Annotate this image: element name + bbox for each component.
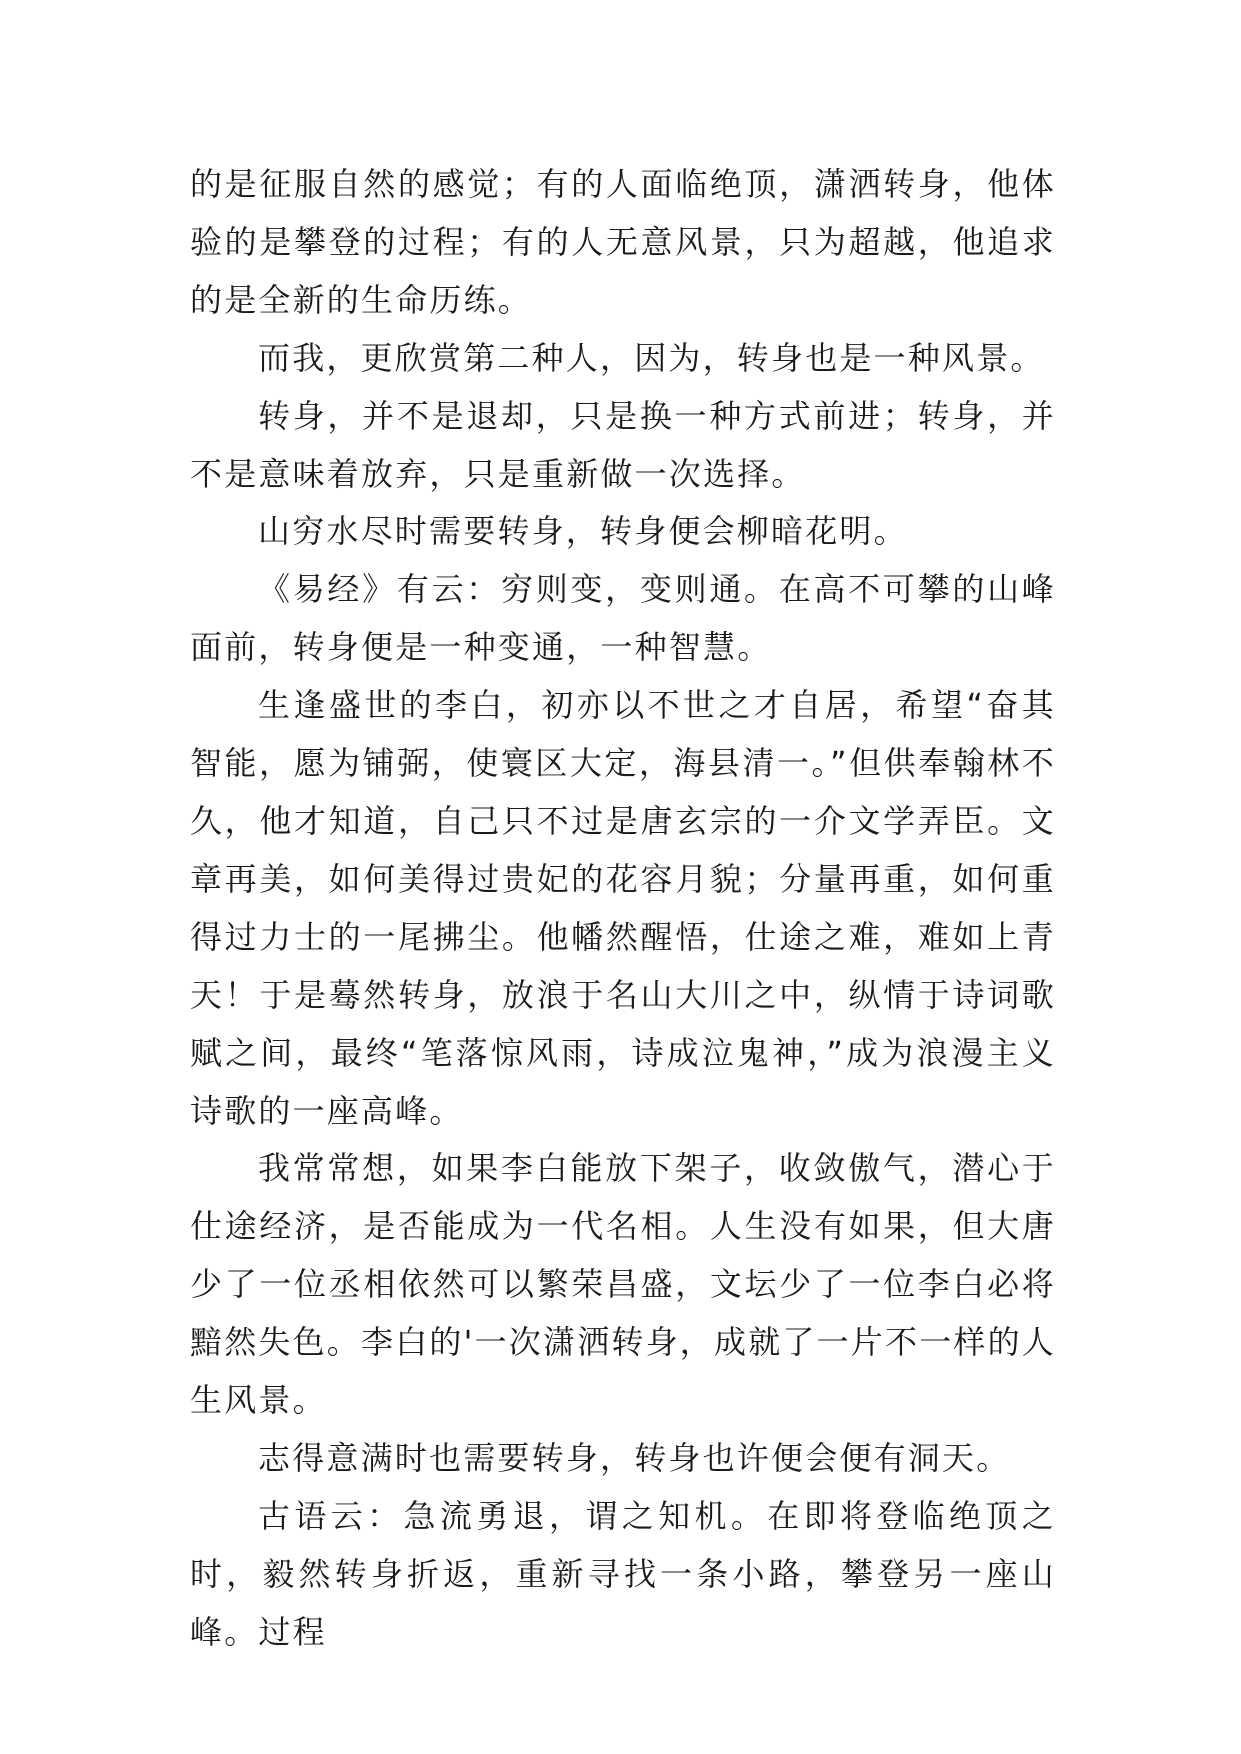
paragraph: 的是征服自然的感觉；有的人面临绝顶，潇洒转身，他体验的是攀登的过程；有的人无意风景，只为超越，他追求的是全新的生命历练。: [190, 165, 1056, 319]
paragraph: 我常常想，如果李白能放下架子，收敛傲气，潜心于仕途经济，是否能成为一代名相。人生没有如果，但大唐少了一位丞相依然可以繁荣昌盛，文坛少了一位李白必将黯然失色。李白的'一次潇洒转身，成就了一片不一样的人生风景。: [190, 1149, 1056, 1420]
document-body: [190, 156, 1056, 1662]
paragraph: 山穷水尽时需要转身，转身便会柳暗花明。: [258, 512, 908, 551]
paragraph: 生逢盛世的李白，初亦以不世之才自居，希望“奋其智能，愿为铺弼，使寰区大定，海县清一。”但供奉翰林不久，他才知道，自己只不过是唐玄宗的一介文学弄臣。文章再美，如何美得过贵妃的花容月貌；分量再重，如何重得过力士的一尾拂尘。他幡然醒悟，仕途之难，难如上青天！于是蓦然转身，放浪于名山大川之中，纵情于诗词歌赋之间，最终“笔落惊风雨，诗成泣鬼神，”成为浪漫主义诗歌的一座高峰。: [190, 686, 1056, 1130]
paragraph: 志得意满时也需要转身，转身也许便会便有洞天。: [258, 1438, 1011, 1477]
paragraph: 古语云：急流勇退，谓之知机。在即将登临绝顶之时，毅然转身折返，重新寻找一条小路，攀登另一座山峰。过程: [190, 1496, 1056, 1651]
paragraph: 转身，并不是退却，只是换一种方式前进；转身，并不是意味着放弃，只是重新做一次选择。: [190, 396, 1056, 493]
paragraph: 《易经》有云：穷则变，变则通。在高不可攀的山峰面前，转身便是一种变通，一种智慧。: [190, 570, 1056, 667]
paragraph: 而我，更欣赏第二种人，因为，转身也是一种风景。: [258, 338, 1045, 377]
